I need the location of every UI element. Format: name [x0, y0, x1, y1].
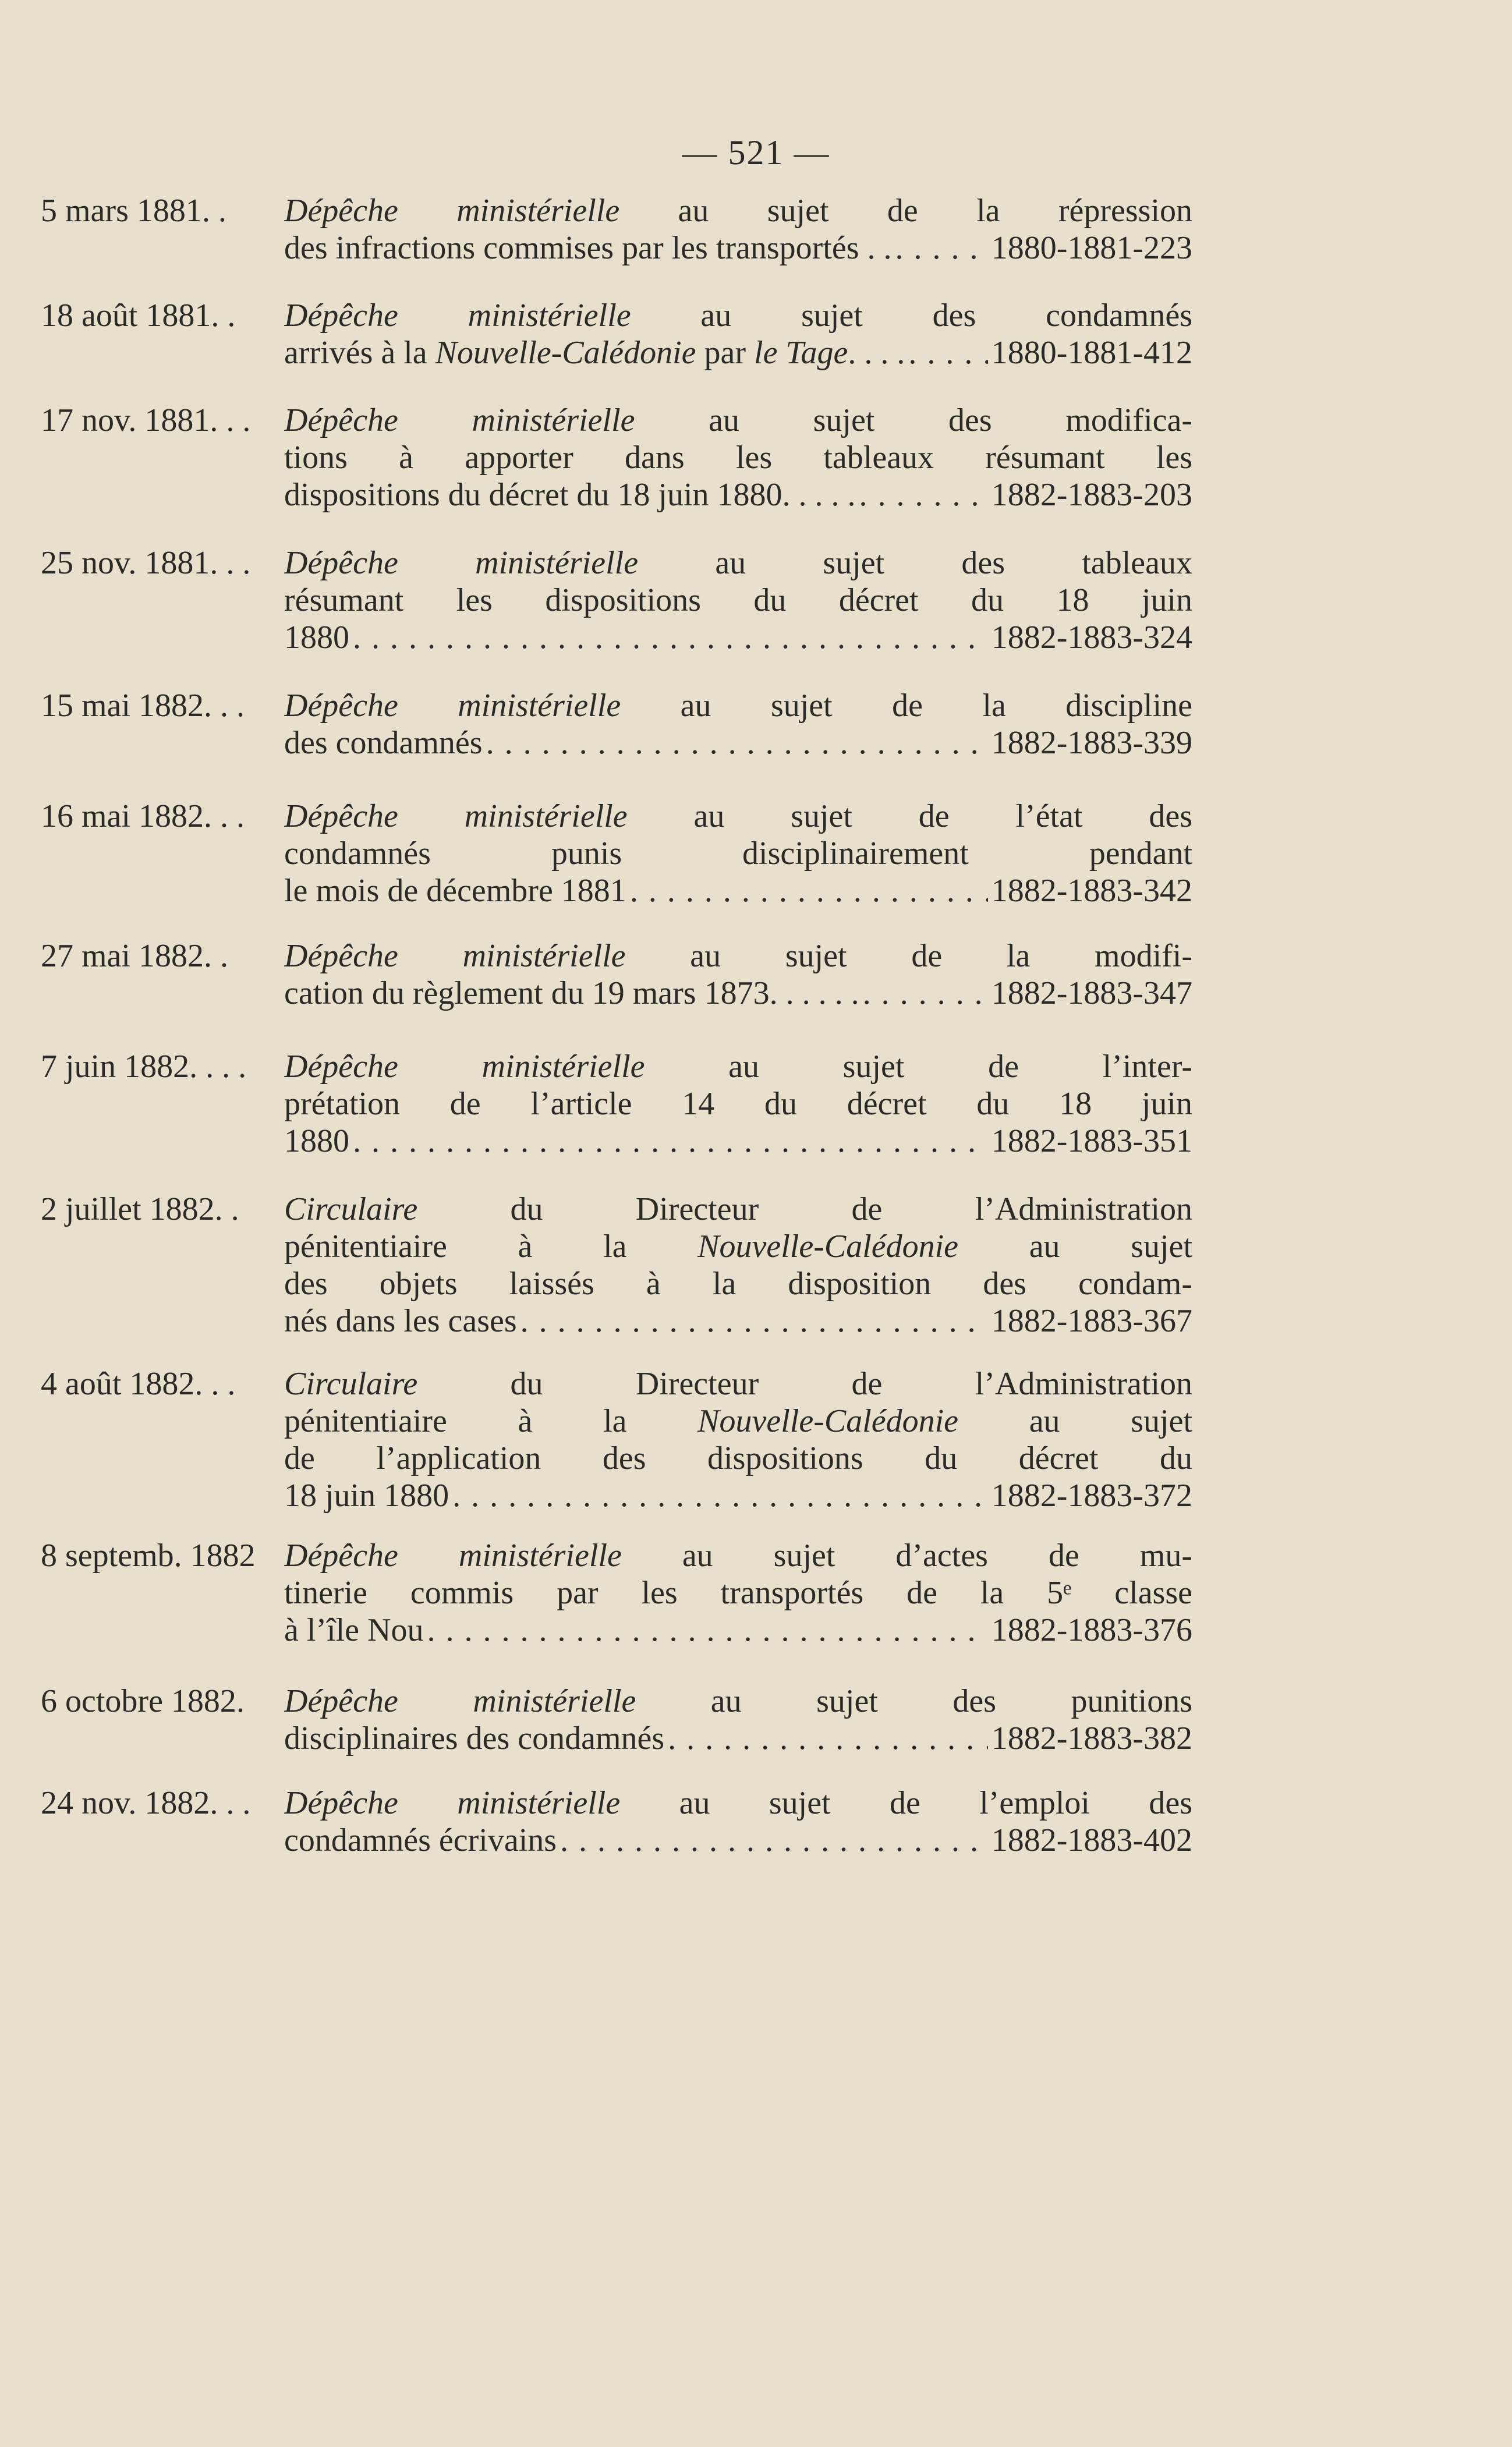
- italic-text: Dépêche: [284, 402, 398, 438]
- entry-description: [284, 544, 1192, 656]
- text-segment: condamnés punis disciplinairement pendant: [284, 835, 1192, 872]
- italic-text: ministérielle: [473, 1683, 636, 1719]
- text-segment: au sujet de la modifi-: [625, 938, 1192, 974]
- entry-date: 4 août 1882. . .: [41, 1366, 236, 1402]
- description-line: [284, 1683, 1192, 1720]
- description-line: [284, 724, 1192, 762]
- dot-leader: [427, 1612, 987, 1649]
- text-segment: [398, 545, 475, 581]
- text-segment: du Directeur de l’Administration: [417, 1191, 1192, 1227]
- description-line: [284, 835, 1192, 872]
- italic-text: Dépêche: [284, 298, 398, 334]
- italic-text: Dépêche: [284, 193, 398, 229]
- dot-leader: [859, 476, 988, 514]
- text-segment: disciplinaires des condamnés: [284, 1720, 665, 1757]
- description-line: [284, 1822, 1192, 1859]
- text-segment: prétation de l’article 14 du décret du 18 juin: [284, 1086, 1192, 1122]
- description-line: [284, 798, 1192, 835]
- text-segment: au sujet de la discipline: [621, 688, 1192, 724]
- description-line: [284, 192, 1192, 229]
- text-segment: au sujet de l’état des: [627, 798, 1192, 834]
- description-line: [284, 1403, 1192, 1440]
- dot-leader: [630, 872, 988, 909]
- italic-text: Dépêche: [284, 938, 398, 974]
- description-line: [284, 402, 1192, 439]
- text-segment: . . . .: [848, 335, 905, 371]
- text-segment: cation du règlement du 19 mars 1873. . . . . .: [284, 975, 859, 1011]
- description-line: [284, 297, 1192, 334]
- entry-date: 17 nov. 1881. . .: [41, 402, 251, 438]
- italic-text: ministérielle: [462, 938, 626, 974]
- entry-date: 7 juin 1882. . . .: [41, 1049, 247, 1085]
- page-reference: 1882-1883-367: [991, 1303, 1192, 1339]
- entry-description: [284, 297, 1192, 371]
- page-reference: 1882-1883-324: [991, 619, 1192, 656]
- description-line: [284, 1085, 1192, 1122]
- description-line: [284, 439, 1192, 476]
- page-reference: 1880-1881-412: [991, 335, 1192, 371]
- entry-description: [284, 798, 1192, 909]
- description-line: [284, 937, 1192, 975]
- page-reference: 1882-1883-339: [991, 725, 1192, 761]
- text-segment: nés dans les cases: [284, 1303, 517, 1339]
- description-line: [284, 687, 1192, 724]
- entry-description: [284, 402, 1192, 514]
- text-segment: par: [696, 335, 755, 371]
- text-segment: [398, 1538, 459, 1574]
- italic-text: Dépêche: [284, 1683, 398, 1719]
- dot-leader: [520, 1302, 988, 1340]
- italic-text: Dépêche: [284, 1538, 398, 1574]
- text-segment: [398, 1785, 457, 1821]
- dot-leader: [908, 334, 987, 371]
- entry-date: 15 mai 1882. . .: [41, 688, 245, 724]
- italic-text: ministérielle: [464, 798, 628, 834]
- description-line: [284, 1440, 1192, 1477]
- dot-leader: [560, 1822, 988, 1859]
- text-segment: des infractions commises par les transportés . .: [284, 230, 892, 266]
- italic-text: le Tage: [754, 335, 848, 371]
- dot-leader: [353, 1122, 988, 1160]
- dot-leader: [863, 975, 988, 1012]
- dot-leader: [452, 1477, 988, 1514]
- entry-description: [284, 192, 1192, 267]
- entry-description: [284, 1048, 1192, 1160]
- text-segment: [398, 798, 465, 834]
- page-reference: 1882-1883-203: [991, 477, 1192, 513]
- entry-description: [284, 1365, 1192, 1514]
- page-reference: 1882-1883-342: [991, 873, 1192, 909]
- text-segment: au sujet: [958, 1403, 1192, 1439]
- description-line: [284, 1365, 1192, 1403]
- italic-text: Circulaire: [284, 1191, 418, 1227]
- italic-text: ministérielle: [475, 545, 639, 581]
- entry-description: [284, 1191, 1192, 1340]
- description-line: [284, 1228, 1192, 1265]
- entry-description: [284, 687, 1192, 762]
- page-reference: 1882-1883-382: [991, 1720, 1192, 1757]
- text-segment: au sujet de la répression: [619, 193, 1192, 229]
- description-line: [284, 1574, 1192, 1612]
- page-reference: 1882-1883-347: [991, 975, 1192, 1011]
- italic-text: ministérielle: [481, 1049, 645, 1085]
- entry-date: 6 octobre 1882.: [41, 1683, 245, 1719]
- description-line: [284, 582, 1192, 619]
- text-segment: résumant les dispositions du décret du 18 juin: [284, 582, 1192, 618]
- text-segment: au sujet de l’inter-: [645, 1049, 1192, 1085]
- dot-leader: [895, 229, 988, 267]
- text-segment: [398, 688, 458, 724]
- italic-text: Dépêche: [284, 798, 398, 834]
- text-segment: 18 juin 1880: [284, 1478, 449, 1514]
- description-line: [284, 1265, 1192, 1302]
- text-segment: arrivés à la: [284, 335, 435, 371]
- text-segment: dispositions du décret du 18 juin 1880. . . . .: [284, 477, 856, 513]
- italic-text: Nouvelle-Calédonie: [697, 1403, 959, 1439]
- italic-text: ministérielle: [457, 1785, 621, 1821]
- entry-date: 16 mai 1882. . .: [41, 798, 245, 834]
- italic-text: Nouvelle-Calédonie: [435, 335, 696, 371]
- italic-text: ministérielle: [458, 1538, 622, 1574]
- text-segment: au sujet des punitions: [636, 1683, 1192, 1719]
- entry-description: [284, 1683, 1192, 1757]
- text-segment: [398, 1049, 482, 1085]
- text-segment: pénitentiaire à la: [284, 1403, 698, 1439]
- italic-text: Nouvelle-Calédonie: [697, 1228, 959, 1265]
- italic-text: ministérielle: [456, 193, 620, 229]
- description-line: [284, 229, 1192, 267]
- italic-text: ministérielle: [458, 688, 621, 724]
- text-segment: au sujet des condamnés: [631, 298, 1192, 334]
- description-line: [284, 1612, 1192, 1649]
- description-line: [284, 1477, 1192, 1514]
- text-segment: pénitentiaire à la: [284, 1228, 698, 1265]
- entry-date: 8 septemb. 1882: [41, 1538, 256, 1574]
- entry-date: 2 juillet 1882. .: [41, 1191, 239, 1227]
- page-reference: 1882-1883-372: [991, 1478, 1192, 1514]
- dot-leader: [353, 619, 988, 656]
- text-segment: [398, 402, 472, 438]
- italic-text: Circulaire: [284, 1366, 418, 1402]
- italic-text: ministérielle: [472, 402, 635, 438]
- description-line: [284, 1784, 1192, 1822]
- text-segment: au sujet: [958, 1228, 1192, 1265]
- text-segment: du Directeur de l’Administration: [417, 1366, 1192, 1402]
- entry-description: [284, 1537, 1192, 1649]
- text-segment: 1880: [284, 1123, 349, 1159]
- entry-date: 18 août 1881. .: [41, 298, 236, 334]
- text-segment: au sujet des tableaux: [638, 545, 1192, 581]
- page-reference: 1882-1883-351: [991, 1123, 1192, 1159]
- italic-text: Dépêche: [284, 1785, 398, 1821]
- description-line: [284, 975, 1192, 1012]
- text-segment: au sujet des modifica-: [635, 402, 1192, 438]
- page-reference: 1882-1883-402: [991, 1822, 1192, 1858]
- text-segment: le mois de décembre 1881: [284, 873, 626, 909]
- description-line: [284, 1720, 1192, 1757]
- description-line: [284, 1122, 1192, 1160]
- page-reference: 1882-1883-376: [991, 1612, 1192, 1648]
- text-segment: au sujet d’actes de mu-: [621, 1538, 1192, 1574]
- text-segment: au sujet de l’emploi des: [620, 1785, 1192, 1821]
- text-segment: [398, 193, 456, 229]
- text-segment: de l’application des dispositions du décret du: [284, 1440, 1192, 1476]
- description-line: [284, 334, 1192, 371]
- entry-description: [284, 1784, 1192, 1859]
- description-line: [284, 544, 1192, 582]
- entry-description: [284, 937, 1192, 1012]
- text-segment: [398, 298, 468, 334]
- entry-date: 25 nov. 1881. . .: [41, 545, 251, 581]
- entry-date: 27 mai 1882. .: [41, 938, 228, 974]
- page-reference: 1880-1881-223: [991, 230, 1192, 266]
- description-line: [284, 1537, 1192, 1574]
- italic-text: Dépêche: [284, 688, 398, 724]
- entry-date: 5 mars 1881. .: [41, 193, 226, 229]
- dot-leader: [486, 724, 988, 762]
- description-line: [284, 872, 1192, 909]
- description-line: [284, 1048, 1192, 1085]
- text-segment: [398, 938, 463, 974]
- text-segment: condamnés écrivains: [284, 1822, 557, 1858]
- text-segment: 1880: [284, 619, 349, 656]
- description-line: [284, 1302, 1192, 1340]
- text-segment: [398, 1683, 473, 1719]
- description-line: [284, 1191, 1192, 1228]
- italic-text: Dépêche: [284, 545, 398, 581]
- text-segment: tions à apporter dans les tableaux résumant les: [284, 440, 1192, 476]
- description-line: [284, 619, 1192, 656]
- entry-date: 24 nov. 1882. . .: [41, 1785, 251, 1821]
- description-line: [284, 476, 1192, 514]
- text-segment: des condamnés: [284, 725, 483, 761]
- dot-leader: [668, 1720, 988, 1757]
- text-segment: à l’île Nou: [284, 1612, 424, 1648]
- italic-text: Dépêche: [284, 1049, 398, 1085]
- italic-text: ministérielle: [468, 298, 631, 334]
- text-segment: tinerie commis par les transportés de la 5ᵉ classe: [284, 1575, 1192, 1611]
- text-segment: des objets laissés à la disposition des condam-: [284, 1266, 1192, 1302]
- page-number: — 521 —: [682, 133, 830, 172]
